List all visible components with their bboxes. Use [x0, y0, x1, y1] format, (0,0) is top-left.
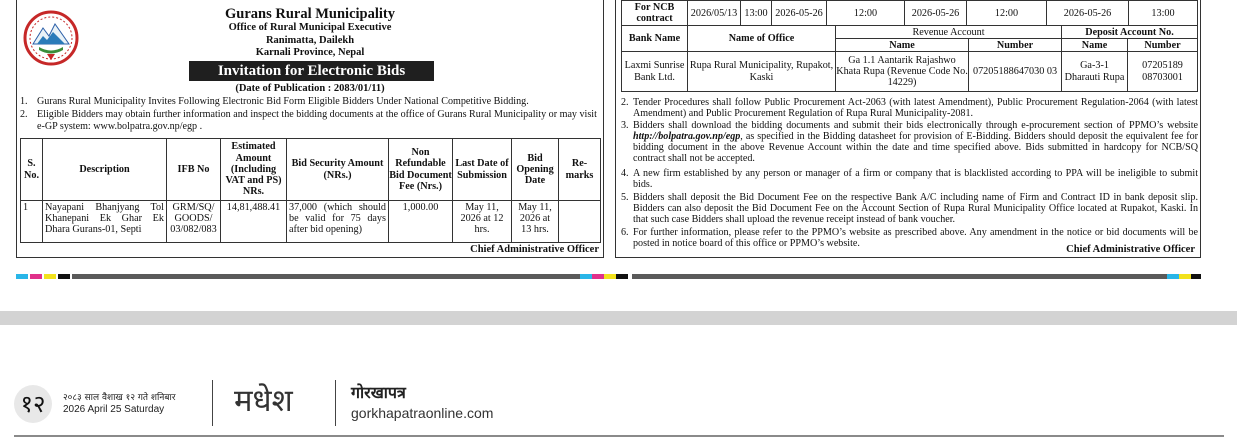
- cell-revenue-number: 07205188647030 03: [969, 52, 1062, 92]
- cell-document-fee: 1,000.00: [389, 201, 453, 243]
- table-row: [21, 201, 601, 243]
- col-header-sno: S. No.: [21, 139, 43, 201]
- cell-remarks: [559, 201, 601, 243]
- color-swatch: [616, 274, 628, 279]
- paragraph-text: A new firm established by any person or manager of a firm or company that is blacklisted according to PPA will be ineligible to submit bids.: [633, 168, 1198, 191]
- col-header-bank-name: Bank Name: [622, 26, 688, 52]
- notice-paragraph: [621, 192, 1198, 225]
- signature-title: Chief Administrative Officer: [1066, 244, 1195, 255]
- bank-account-table: [621, 25, 1198, 92]
- rupa-bid-notice: [615, 0, 1201, 258]
- color-swatch: [16, 274, 28, 279]
- dates-cell: 2026-05-26: [772, 1, 827, 26]
- col-header-revenue-number: Number: [969, 39, 1062, 52]
- dates-cell: 13:00: [1129, 1, 1198, 26]
- paragraph-number: 6.: [621, 227, 629, 238]
- cell-bid-security: 37,000 (which should be valid for 75 days after bid opening): [287, 201, 389, 243]
- paragraph-number: 4.: [621, 168, 629, 179]
- bid-table-header: [21, 139, 601, 201]
- paragraph-text: Tender Procedures shall follow Public Procurement Act-2063 (with latest Amendment), Public Procurement Regulation-2064 (with latest Amendment) and Public Procurement Regulation of Rupa Rural Municipality-2081.: [633, 97, 1198, 120]
- registration-bar-left: [72, 274, 580, 279]
- col-header-remarks: Re-marks: [559, 139, 601, 201]
- paragraph-text-end: , as specified in the Bidding datasheet for provision of E-Bidding. Bidders should deposit the equivalent fee for bidding document in the above Revenue Account within the date and time specified above. Bids submitted in hardcopy for NCB/SQ contract shall not be accepted.: [633, 131, 1198, 165]
- col-header-description: Description: [43, 139, 167, 201]
- newspaper-name: गोरखापत्र: [351, 383, 406, 402]
- col-header-opening-date: Bid Opening Date: [512, 139, 559, 201]
- col-header-last-date: Last Date of Submission: [453, 139, 512, 201]
- paragraph-text: Bidders shall deposit the Bid Document Fee on the respective Bank A/C including name of Firm and Contract ID in bank deposit slip. Bidders can also deposit the Bid Document Fee on the Account Section of Rupa Rural Municipality Office located at Rupakot, Kaski. In that such case Bidders shall upload the revenue receipt instead of bank voucher.: [633, 192, 1198, 226]
- notice-paragraph: [20, 96, 602, 108]
- cell-estimated-amount: 14,81,488.41: [221, 201, 287, 243]
- dates-cell: 2026-05-26: [1047, 1, 1129, 26]
- col-header-bid-security: Bid Security Amount (NRs.): [287, 139, 389, 201]
- paragraph-number: 1.: [20, 96, 28, 107]
- paragraph-number: 2.: [621, 97, 629, 108]
- signature-title: Chief Administrative Officer: [470, 244, 599, 255]
- col-header-revenue-account: Revenue Account: [836, 26, 1062, 39]
- col-header-deposit-name: Name: [1062, 39, 1128, 52]
- col-header-document-fee: Non Refundable Bid Document Fee (Nrs.): [389, 139, 453, 201]
- notice-paragraph: [20, 109, 602, 133]
- newspaper-website[interactable]: gorkhapatraonline.com: [351, 405, 494, 421]
- footer-divider: [212, 380, 213, 426]
- color-swatch: [58, 274, 70, 279]
- paragraph-text: Eligible Bidders may obtain further information and inspect the bidding documents at the office of Gurans Rural Municipality or may visit e-GP system: www.bolpatra.gov.np/egp .: [37, 109, 597, 133]
- color-swatch: [44, 274, 56, 279]
- cell-last-date: May 11, 2026 at 12 hrs.: [453, 201, 512, 243]
- paragraph-number: 3.: [621, 120, 629, 131]
- paragraph-text: Gurans Rural Municipality Invites Following Electronic Bid Form Eligible Bidders Under National Competitive Bidding.: [37, 96, 529, 107]
- cell-ifb: GRM/SQ/ GOODS/ 03/082/083: [167, 201, 221, 243]
- publication-date: (Date of Publication : 2083/01/11): [235, 83, 385, 94]
- ncb-dates-table: [621, 0, 1198, 26]
- office-address-line1: Ranimatta, Dailekh: [265, 35, 355, 46]
- dates-cell: 2026-05-26: [905, 1, 967, 26]
- registration-bar-middle: [632, 274, 1167, 279]
- dates-cell: 2026/05/13: [688, 1, 741, 26]
- col-header-revenue-name: Name: [836, 39, 969, 52]
- color-swatch: [580, 274, 592, 279]
- footer-divider: [335, 380, 336, 426]
- color-swatch: [1167, 274, 1179, 279]
- dates-label: For NCB contract: [622, 1, 688, 26]
- color-swatch: [604, 274, 616, 279]
- page-gutter: [0, 311, 1237, 325]
- color-swatch: [1179, 274, 1191, 279]
- invitation-banner: Invitation for Electronic Bids: [189, 61, 434, 81]
- table-row: [622, 52, 1198, 92]
- section-name: मधेश: [234, 383, 293, 419]
- col-header-deposit-account: Deposit Account No.: [1062, 26, 1198, 39]
- color-swatch: [592, 274, 604, 279]
- cell-deposit-number: 07205189 08703001: [1128, 52, 1198, 92]
- dates-cell: 12:00: [967, 1, 1047, 26]
- cell-sno: 1: [21, 201, 43, 243]
- office-address-line2: Karnali Province, Nepal: [255, 47, 365, 58]
- cell-description: Nayapani Bhanjyang Tol Khanepani Ek Ghar Ek Dhara Gurans-01, Septi: [43, 201, 167, 243]
- dates-cell: 12:00: [827, 1, 905, 26]
- color-swatch: [30, 274, 42, 279]
- cell-deposit-name: Ga-3-1 Dharauti Rupa: [1062, 52, 1128, 92]
- color-swatch: [1191, 274, 1201, 279]
- col-header-deposit-number: Number: [1128, 39, 1198, 52]
- office-name: Office of Rural Municipal Executive: [228, 22, 392, 33]
- notice-paragraph: [621, 168, 1198, 190]
- bid-table: [20, 138, 601, 243]
- paragraph-text-start: Bidders shall download the bidding documents and submit their bids electronically through e-procurement section of PPMO’s website: [633, 120, 1198, 131]
- notice-paragraph: [621, 120, 1198, 164]
- col-header-office: Name of Office: [688, 26, 836, 52]
- notice-paragraph: [621, 97, 1198, 119]
- bank-table-header: [622, 26, 1198, 39]
- nepali-date: २०८३ साल वैशाख १२ गते शनिबार: [63, 393, 176, 403]
- page-footer: [0, 325, 1237, 446]
- cell-revenue-name: Ga 1.1 Aantarik Rajashwo Khata Rupa (Revenue Code No. 14229): [836, 52, 969, 92]
- egp-link[interactable]: http://bolpatra.gov.np/egp: [633, 131, 741, 143]
- cell-office: Rupa Rural Municipality, Rupakot, Kaski: [688, 52, 836, 92]
- paragraph-text: [621, 120, 1198, 164]
- col-header-ifb: IFB No: [167, 139, 221, 201]
- cell-bank-name: Laxmi Sunrise Bank Ltd.: [622, 52, 688, 92]
- english-date: 2026 April 25 Saturday: [63, 404, 165, 415]
- dates-cell: 13:00: [741, 1, 772, 26]
- footer-rule: [14, 435, 1224, 437]
- paragraph-number: 5.: [621, 192, 629, 203]
- gurans-bid-notice: [16, 0, 604, 258]
- cell-opening-date: May 11, 2026 at 13 hrs.: [512, 201, 559, 243]
- page-number: १२: [20, 390, 46, 418]
- notice-title: Gurans Rural Municipality: [225, 6, 395, 22]
- paragraph-number: 2.: [20, 109, 28, 120]
- paragraph-text: For further information, please refer to the PPMO’s website as prescribed above. Any amendment in the notice or bid documents will be posted in notice board of this office or PPMO’s website.: [633, 227, 1198, 250]
- col-header-estimated-amount: Estimated Amount (Including VAT and PS) NRs.: [221, 139, 287, 201]
- table-row: [622, 1, 1198, 26]
